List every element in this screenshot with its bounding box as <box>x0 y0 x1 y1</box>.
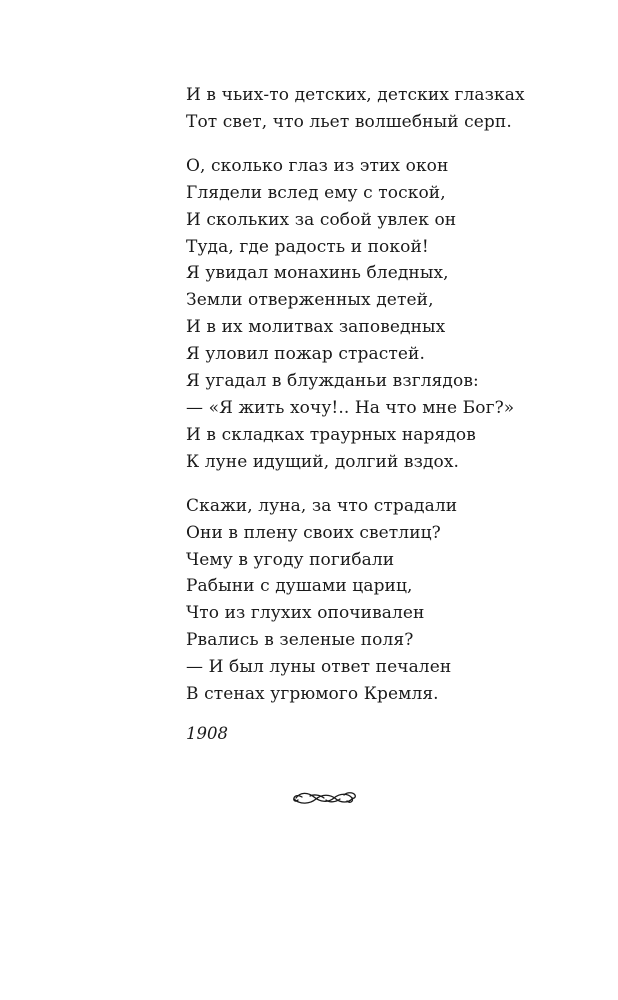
poem-line: О, сколько глаз из этих окон <box>186 155 449 176</box>
poem-line: Туда, где радость и покой! <box>186 236 429 257</box>
poem-line: Они в плену своих светлиц? <box>186 522 441 543</box>
poem-line: Я уловил пожар страстей. <box>186 344 425 365</box>
poem-line: Чему в угоду погибали <box>186 549 395 570</box>
poem <box>186 82 606 747</box>
poem-line: Земли отверженных детей, <box>186 290 434 311</box>
stanza-1 <box>186 82 606 136</box>
poem-line: — «Я жить хочу!.. На что мне Бог?» <box>186 397 515 418</box>
poem-line: Рабыни с душами цариц, <box>186 576 413 597</box>
poem-line: Я увидал монахинь бледных, <box>186 263 449 284</box>
poem-line: Что из глухих опочивален <box>186 603 425 624</box>
poem-line: Тот свет, что льет волшебный серп. <box>186 111 512 132</box>
stanza-2 <box>186 153 606 476</box>
poem-line: Глядели вслед ему с тоской, <box>186 182 446 203</box>
poem-line: К луне идущий, долгий вздох. <box>186 451 460 472</box>
flourish-ornament-icon <box>290 784 360 812</box>
poem-line: Я угадал в блужданьи взглядов: <box>186 371 479 392</box>
poem-line: Рвались в зеленые поля? <box>186 630 414 651</box>
poem-line: — И был луны ответ печален <box>186 657 452 678</box>
poem-line: В стенах угрюмого Кремля. <box>186 684 439 705</box>
poem-line: Скажи, луна, за что страдали <box>186 495 458 516</box>
stanza-3 <box>186 493 606 708</box>
poem-line: И в их молитвах заповедных <box>186 317 446 338</box>
poem-date: 1908 <box>186 723 228 743</box>
poem-line: И скольких за собой увлек он <box>186 209 457 230</box>
poem-line: И в чьих-то детских, детских глазках <box>186 85 525 105</box>
poem-line: И в складках траурных нарядов <box>186 424 476 445</box>
